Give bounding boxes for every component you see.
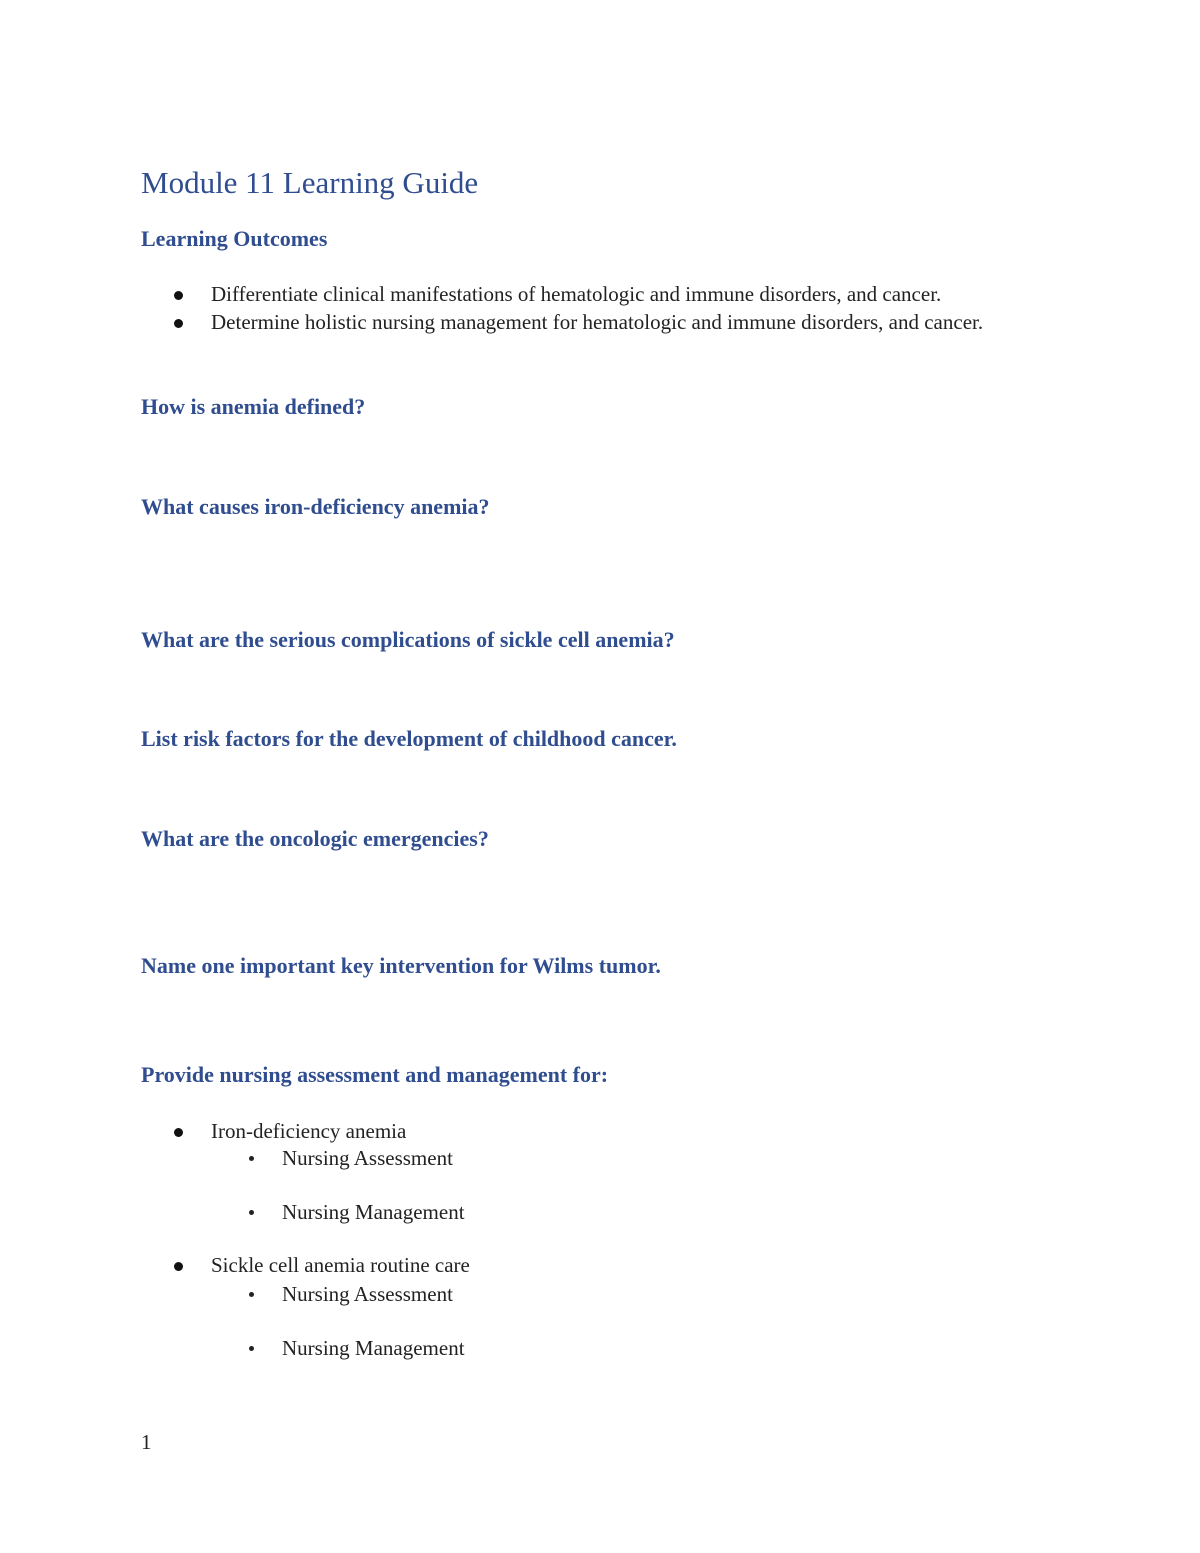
assessment-item — [174, 1117, 774, 1145]
outcome-text: Differentiate clinical manifestations of hematologic and immune disorders, and cancer. — [211, 282, 942, 306]
question-heading: What causes iron-deficiency anemia? — [141, 494, 490, 519]
bullet-icon — [174, 1128, 183, 1137]
bullet-icon — [174, 1262, 183, 1271]
assessment-item-label: Iron-deficiency anemia — [211, 1119, 407, 1143]
assessment-item-label: Sickle cell anemia routine care — [211, 1253, 470, 1277]
outcome-item — [174, 308, 1034, 364]
assessment-subitem-label: Nursing Management — [282, 1336, 465, 1360]
document-title: Module 11 Learning Guide — [141, 165, 479, 200]
bullet-icon — [174, 319, 183, 328]
question-heading: Provide nursing assessment and management for: — [141, 1062, 609, 1087]
assessment-subitem — [249, 1198, 649, 1226]
outcome-item — [174, 280, 1074, 308]
sub-bullet-icon — [249, 1292, 254, 1297]
question-heading: Name one important key intervention for Wilms tumor. — [141, 953, 661, 978]
assessment-item — [174, 1251, 774, 1279]
page-number: 1 — [141, 1430, 152, 1454]
assessment-subitem-label: Nursing Management — [282, 1200, 465, 1224]
learning-outcomes-heading: Learning Outcomes — [141, 226, 328, 251]
question-heading: What are the serious complications of sickle cell anemia? — [141, 627, 675, 652]
bullet-icon — [174, 291, 183, 300]
assessment-subitem — [249, 1334, 649, 1362]
sub-bullet-icon — [249, 1346, 254, 1351]
assessment-subitem-label: Nursing Assessment — [282, 1146, 453, 1170]
question-heading: What are the oncologic emergencies? — [141, 826, 489, 851]
outcome-text: Determine holistic nursing management for hematologic and immune disorders, and cancer. — [211, 310, 984, 334]
sub-bullet-icon — [249, 1156, 254, 1161]
question-heading: List risk factors for the development of childhood cancer. — [141, 726, 677, 751]
assessment-subitem — [249, 1280, 649, 1308]
assessment-subitem — [249, 1144, 649, 1172]
question-heading: How is anemia defined? — [141, 394, 366, 419]
sub-bullet-icon — [249, 1210, 254, 1215]
assessment-subitem-label: Nursing Assessment — [282, 1282, 453, 1306]
